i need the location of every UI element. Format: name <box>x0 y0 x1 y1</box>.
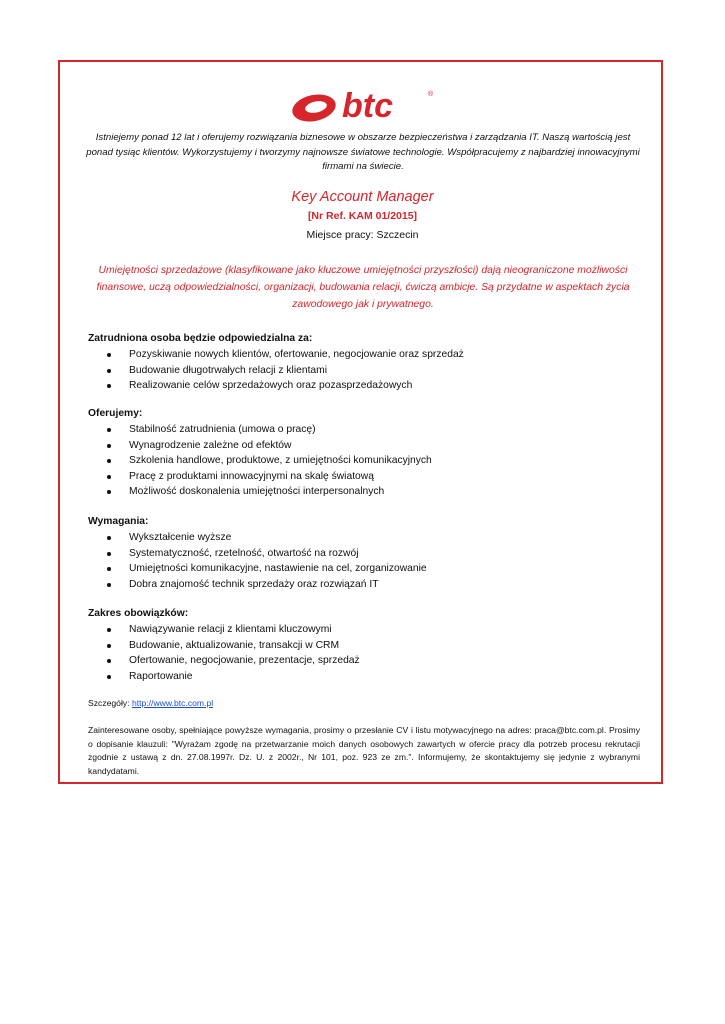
svg-text:®: ® <box>428 91 434 98</box>
list-item: Nawiązywanie relacji z klientami kluczowymi <box>88 622 648 638</box>
job-location: Miejsce pracy: Szczecin <box>306 229 419 241</box>
bullet-icon <box>107 552 111 556</box>
list-item: Możliwość doskonalenia umiejętności interpersonalnych <box>88 484 648 500</box>
section-offer <box>88 406 648 500</box>
website-link[interactable]: http://www.btc.com.pl <box>131 698 214 708</box>
bullet-icon <box>107 583 111 587</box>
list-item: Ofertowanie, negocjowanie, prezentacje, sprzedaż <box>88 653 648 669</box>
bullet-icon <box>107 490 111 494</box>
bullet-icon <box>107 353 111 357</box>
company-intro: Istniejemy ponad 12 lat i oferujemy rozwiązania biznesowe w obszarze bezpieczeństwa i zarządzania IT. Naszą wartością jest ponad tysiąc klientów. Wykorzystujemy i tworzymy najnowsze światowe technologie. Współpracujemy z najbardziej innowacyjnymi firmami na świecie. <box>86 132 640 172</box>
bullet-icon <box>107 567 111 571</box>
section-heading: Oferujemy: <box>88 408 143 419</box>
list-item: Raportowanie <box>88 669 648 685</box>
application-instructions: Zainteresowane osoby, spełniające powyższe wymagania, prosimy o przesłanie CV i listu motywacyjnego na adres: praca@btc.com.pl. Prosimy o dopisanie klauzuli: "Wyrażam zgodę na przetwarzanie moich danych osobowych zawartych w ofercie pracy dla potrzeb procesu rekrutacji zgodnie z ustawą z dn. 27.08.1997r. Dz. U. z 2002r., Nr 101, poz. 923 ze zm.". Informujemy, że skontaktujemy się jedynie z wybranymi kandydatami. <box>88 725 640 777</box>
details-line <box>88 698 213 708</box>
section-heading: Zatrudniona osoba będzie odpowiedzialna za: <box>88 333 313 344</box>
list-item: Szkolenia handlowe, produktowe, z umiejętności komunikacyjnych <box>88 453 648 469</box>
bullet-icon <box>107 675 111 679</box>
logo-text: btc <box>342 87 393 125</box>
bullet-icon <box>107 628 111 632</box>
bullet-icon <box>107 644 111 648</box>
list-item: Realizowanie celów sprzedażowych oraz pozasprzedażowych <box>88 378 648 394</box>
section-requirements <box>88 514 648 592</box>
bullet-icon <box>107 369 111 373</box>
list-item: Budowanie długotrwałych relacji z klientami <box>88 363 648 379</box>
bullet-icon <box>107 475 111 479</box>
bullet-icon <box>107 384 111 388</box>
list-item: Pozyskiwanie nowych klientów, ofertowanie, negocjowanie oraz sprzedaż <box>88 347 648 363</box>
job-reference: [Nr Ref. KAM 01/2015] <box>307 210 418 222</box>
list-item: Dobra znajomość technik sprzedaży oraz rozwiązań IT <box>88 577 648 593</box>
list-item: Budowanie, aktualizowanie, transakcji w CRM <box>88 638 648 654</box>
list-item: Wykształcenie wyższe <box>88 530 648 546</box>
section-responsibilities <box>88 331 648 394</box>
section-heading: Zakres obowiązków: <box>88 608 189 619</box>
section-heading: Wymagania: <box>88 516 149 527</box>
sales-skills-highlight: Umiejętności sprzedażowe (klasyfikowane jako kluczowe umiejętności przyszłości) dają nieograniczone możliwości finansowe, uczą odpowiedzialności, organizacji, budowania relacji, ćwiczą ambicje. Są przydatne w aspektach życia zawodowego jak i prywatnego. <box>96 265 630 310</box>
section-duties <box>88 606 648 684</box>
bullet-icon <box>107 459 111 463</box>
list-item: Wynagrodzenie zależne od efektów <box>88 438 648 454</box>
list-item: Systematyczność, rzetelność, otwartość na rozwój <box>88 546 648 562</box>
list-item: Umiejętności komunikacyjne, nastawienie na cel, zorganizowanie <box>88 561 648 577</box>
bullet-icon <box>107 444 111 448</box>
bullet-icon <box>107 659 111 663</box>
btc-logo <box>290 86 438 126</box>
list-item: Stabilność zatrudnienia (umowa o pracę) <box>88 422 648 438</box>
bullet-icon <box>107 536 111 540</box>
job-title: Key Account Manager <box>291 189 434 205</box>
details-label: Szczegóły: <box>88 698 130 708</box>
bullet-icon <box>107 428 111 432</box>
list-item: Pracę z produktami innowacyjnymi na skalę światową <box>88 469 648 485</box>
